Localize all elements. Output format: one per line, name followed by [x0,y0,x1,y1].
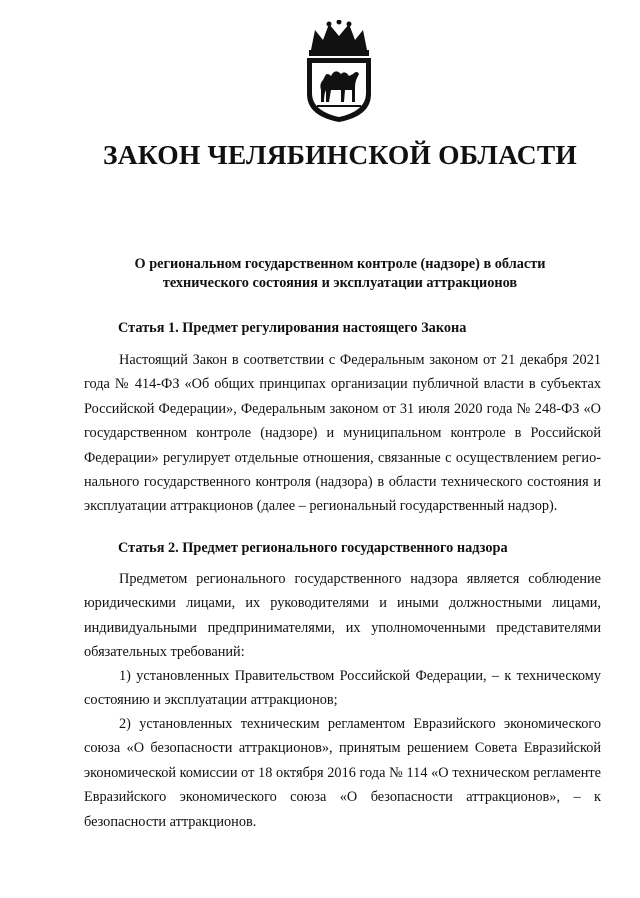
subtitle-line-2: технического состояния и эксплуатации аттракционов [162,275,518,291]
law-subtitle [60,255,620,293]
article-2-heading: Статья 2. Предмет регионального государственного надзора [118,540,508,556]
article-2-paragraph: Предметом регионального государственного надзора является соблюдение юридическими лицами, их руководителями и иными должностными лицами, индивидуальными предпринимателями, их уполномоченными представителями обязательных требований: [84,571,601,661]
article-2-item-1: 1) установленных Правительством Российской Федерации, – к техническому состоянию и эксплуатации аттракционов; [84,668,601,709]
article-1-paragraph: Настоящий Закон в соответствии с Федеральным законом от 21 декабря 2021 года № 414-ФЗ «Об общих принципах организации публичной власти в субъектах Российской Федерации», Федеральным законом от 31 июля 2020 года № 248-ФЗ «О государственном контроле (надзоре) и муниципальном контроле в Российской Федерации» регулирует отдельные отношения, связанные с осуществлением регионального государственного контроля (надзора) в области технического состояния и эксплуатации аттракционов (далее – региональный государственный надзор). [84,352,601,515]
subtitle-line-1: О региональном государственном контроле (надзоре) в области [134,256,546,272]
chelyabinsk-coat-of-arms-icon [297,20,381,124]
article-1-heading: Статья 1. Предмет регулирования настоящего Закона [118,320,467,336]
law-title: ЗАКОН ЧЕЛЯБИНСКОЙ ОБЛАСТИ [103,139,577,170]
article-2-item-2: 2) установленных техническим регламентом Евразийского экономического союза «О безопасности аттракционов», принятым решением Совета Евразийской экономической комиссии от 18 октября 2016 года № 114 «О техническом регламенте Евразийского экономического союза «О безопасности аттракционов», – к безопасности аттракционов. [84,716,601,830]
